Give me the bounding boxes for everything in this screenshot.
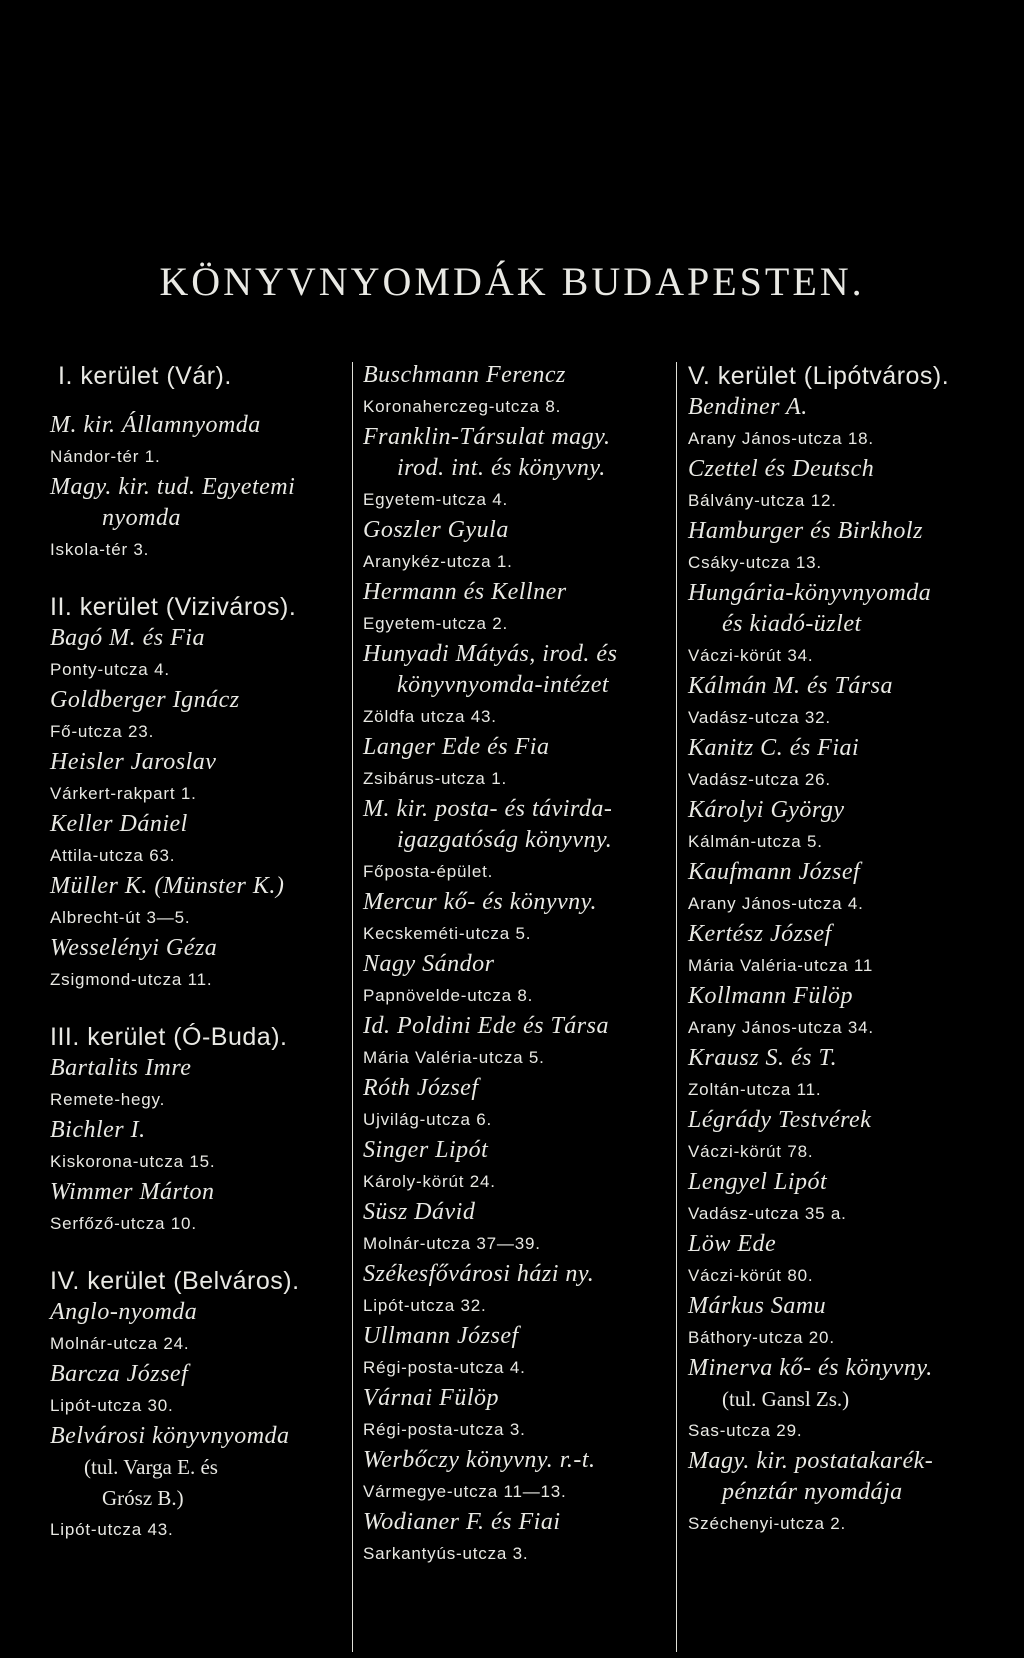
printer-address: Sarkantyús-utcza 3. xyxy=(363,1544,529,1563)
printer-entry xyxy=(363,1259,681,1321)
printer-name: Singer Lipót xyxy=(363,1137,489,1163)
page-title: KÖNYVNYOMDÁK BUDAPESTEN. xyxy=(159,259,865,304)
printer-address: Egyetem-utcza 4. xyxy=(363,490,509,509)
printer-address: Vadász-utcza 35 a. xyxy=(688,1204,847,1223)
printer-address: Vadász-utcza 32. xyxy=(688,708,831,727)
printer-name: Ullmann József xyxy=(363,1323,519,1349)
district-heading-4: IV. kerület (Belváros). xyxy=(50,1267,300,1295)
printer-name: Goldberger Ignácz xyxy=(50,687,240,713)
printer-entry xyxy=(50,747,350,809)
printer-address: Serfőző-utcza 10. xyxy=(50,1214,197,1233)
printer-address: Fő-utcza 23. xyxy=(50,722,155,741)
printer-name: Heisler Jaroslav xyxy=(50,749,217,775)
printer-name: Róth József xyxy=(363,1075,479,1101)
printer-address: Albrecht-út 3—5. xyxy=(50,908,191,927)
printer-address: Lipót-utcza 43. xyxy=(50,1520,174,1539)
printer-name: Márkus Samu xyxy=(688,1293,827,1319)
printer-entry xyxy=(363,1197,681,1259)
printer-entry xyxy=(50,933,350,995)
printer-owner-note-continued: Grósz B.) xyxy=(102,1486,184,1510)
printer-address: Váczi-körút 78. xyxy=(688,1142,814,1161)
printer-name: Belvárosi könyvnyomda xyxy=(50,1423,290,1449)
printer-name: Bagó M. és Fia xyxy=(50,625,205,651)
printer-entry xyxy=(688,392,1008,454)
printer-entry xyxy=(50,1359,350,1421)
district-heading-5: V. kerület (Lipótváros). xyxy=(688,362,950,390)
printer-address: Egyetem-utcza 2. xyxy=(363,614,509,633)
printer-address: Molnár-utcza 37—39. xyxy=(363,1234,541,1253)
printer-entry xyxy=(363,1135,681,1197)
printer-entry xyxy=(688,1353,1008,1446)
printer-name: Müller K. (Münster K.) xyxy=(50,873,285,899)
printer-entry xyxy=(363,1445,681,1507)
printer-entry xyxy=(688,919,1008,981)
printer-address: Molnár-utcza 24. xyxy=(50,1334,190,1353)
printer-address: Nándor-tér 1. xyxy=(50,447,161,466)
printer-address: Attila-utcza 63. xyxy=(50,846,176,865)
printer-entry xyxy=(50,1177,350,1239)
printer-address: Remete-hegy. xyxy=(50,1090,166,1109)
printer-name: Kollmann Fülöp xyxy=(688,983,854,1009)
printer-entry xyxy=(363,577,681,639)
printer-entry xyxy=(363,422,681,515)
printer-entry xyxy=(50,410,350,472)
printer-name: Langer Ede és Fia xyxy=(363,734,550,760)
printer-name: Kanitz C. és Fiai xyxy=(688,735,860,761)
printer-name: Krausz S. és T. xyxy=(688,1045,838,1071)
printer-name-continued: nyomda xyxy=(102,505,181,531)
printer-entry xyxy=(363,1383,681,1445)
printer-address: Főposta-épület. xyxy=(363,862,494,881)
printer-name-continued: pénztár nyomdája xyxy=(722,1479,903,1505)
column-middle xyxy=(363,360,681,1569)
printer-name: Barcza József xyxy=(50,1361,189,1387)
printer-address: Ponty-utcza 4. xyxy=(50,660,170,679)
printer-address: Váczi-körút 80. xyxy=(688,1266,814,1285)
printer-address: Kecskeméti-utcza 5. xyxy=(363,924,532,943)
printer-address: Báthory-utcza 20. xyxy=(688,1328,835,1347)
printer-entry xyxy=(688,454,1008,516)
printer-entry xyxy=(50,472,350,565)
printer-entry xyxy=(50,1115,350,1177)
printer-entry xyxy=(688,671,1008,733)
printer-name: Bendiner A. xyxy=(688,394,808,420)
printer-entry xyxy=(50,1421,350,1545)
printer-name-continued: igazgatóság könyvny. xyxy=(397,827,613,853)
printer-address: Papnövelde-utcza 8. xyxy=(363,986,534,1005)
printer-address: Aranykéz-utcza 1. xyxy=(363,552,513,571)
printer-name: Nagy Sándor xyxy=(363,951,495,977)
printer-address: Zöldfa utcza 43. xyxy=(363,707,497,726)
printer-address: Lipót-utcza 32. xyxy=(363,1296,487,1315)
printer-entry xyxy=(50,623,350,685)
printer-entry xyxy=(363,515,681,577)
printer-entry xyxy=(50,1053,350,1115)
printer-address: Zsibárus-utcza 1. xyxy=(363,769,507,788)
printer-entry xyxy=(688,981,1008,1043)
printer-name: Magy. kir. postatakarék- xyxy=(688,1448,934,1474)
printer-name: Buschmann Ferencz xyxy=(363,362,566,388)
printer-entry xyxy=(50,685,350,747)
printer-entry xyxy=(688,795,1008,857)
printer-address: Károly-körút 24. xyxy=(363,1172,496,1191)
printer-entry xyxy=(50,809,350,871)
printer-entry xyxy=(363,794,681,887)
printer-entry xyxy=(688,1229,1008,1291)
printer-name: Wesselényi Géza xyxy=(50,935,218,961)
printer-name: Hermann és Kellner xyxy=(363,579,567,605)
printer-address: Mária Valéria-utcza 5. xyxy=(363,1048,545,1067)
printer-address: Sas-utcza 29. xyxy=(688,1421,803,1440)
printer-address: Arany János-utcza 4. xyxy=(688,894,864,913)
printer-entry xyxy=(50,1297,350,1359)
printer-address: Lipót-utcza 30. xyxy=(50,1396,174,1415)
printer-name: M. kir. Államnyomda xyxy=(50,412,261,438)
printer-name: Anglo-nyomda xyxy=(50,1299,198,1325)
printer-name: Hungária-könyvnyomda xyxy=(688,580,932,606)
printer-entry xyxy=(688,733,1008,795)
printer-address: Széchenyi-utcza 2. xyxy=(688,1514,847,1533)
printer-name: Mercur kő- és könyvny. xyxy=(363,889,598,915)
printer-name: Kertész József xyxy=(688,921,832,947)
printer-name: Bichler I. xyxy=(50,1117,146,1143)
column-left xyxy=(50,360,350,1545)
printer-entry xyxy=(363,1073,681,1135)
printer-owner-note: (tul. Gansl Zs.) xyxy=(722,1387,850,1411)
printer-entry xyxy=(363,1321,681,1383)
printer-name: Kaufmann József xyxy=(688,859,861,885)
printer-address: Bálvány-utcza 12. xyxy=(688,491,837,510)
printer-name: Várnai Fülöp xyxy=(363,1385,499,1411)
printer-entry xyxy=(688,578,1008,671)
printer-address: Mária Valéria-utcza 11 xyxy=(688,956,874,975)
printer-name: Franklin-Társulat magy. xyxy=(363,424,611,450)
printer-entry xyxy=(50,871,350,933)
district-heading-3: III. kerület (Ó-Buda). xyxy=(50,1023,288,1051)
printer-name: Károlyi György xyxy=(688,797,845,823)
printer-entry xyxy=(363,887,681,949)
printer-name: Székesfővárosi házi ny. xyxy=(363,1261,595,1287)
printer-name: Wodianer F. és Fiai xyxy=(363,1509,561,1535)
printer-name: Kálmán M. és Társa xyxy=(688,673,894,699)
printer-entry xyxy=(363,1507,681,1569)
printer-entry xyxy=(688,516,1008,578)
printer-entry xyxy=(688,1291,1008,1353)
printer-address: Csáky-utcza 13. xyxy=(688,553,822,572)
printer-name: Id. Poldini Ede és Társa xyxy=(363,1013,609,1039)
printer-address: Kálmán-utcza 5. xyxy=(688,832,823,851)
printer-name-continued: könyvnyomda-intézet xyxy=(397,672,610,698)
district-heading-2: II. kerület (Viziváros). xyxy=(50,593,297,621)
printer-name-continued: irod. int. és könyvny. xyxy=(397,455,606,481)
printer-name: Löw Ede xyxy=(688,1231,777,1257)
district-heading-1: I. kerület (Vár). xyxy=(58,362,232,390)
printer-address: Vadász-utcza 26. xyxy=(688,770,831,789)
printer-address: Arany János-utcza 34. xyxy=(688,1018,874,1037)
printer-name: Légrády Testvérek xyxy=(688,1107,872,1133)
printer-name-continued: és kiadó-üzlet xyxy=(722,611,862,637)
printer-address: Várkert-rakpart 1. xyxy=(50,784,197,803)
printer-address: Arany János-utcza 18. xyxy=(688,429,874,448)
printer-address: Vármegye-utcza 11—13. xyxy=(363,1482,567,1501)
printer-address: Zoltán-utcza 11. xyxy=(688,1080,822,1099)
printer-name: Bartalits Imre xyxy=(50,1055,192,1081)
printer-entry xyxy=(688,1446,1008,1539)
printer-name: Goszler Gyula xyxy=(363,517,509,543)
printer-name: Keller Dániel xyxy=(50,811,188,837)
column-right xyxy=(688,360,1008,1539)
printer-address: Koronaherczeg-utcza 8. xyxy=(363,397,562,416)
printer-name: Werbőczy könyvny. r.-t. xyxy=(363,1447,596,1473)
printer-name: Hunyadi Mátyás, irod. és xyxy=(363,641,618,667)
printer-address: Kiskorona-utcza 15. xyxy=(50,1152,216,1171)
printer-entry xyxy=(688,857,1008,919)
printer-address: Ujvilág-utcza 6. xyxy=(363,1110,493,1129)
printer-owner-note: (tul. Varga E. és xyxy=(84,1455,218,1479)
printer-name: Wimmer Márton xyxy=(50,1179,215,1205)
printer-entry xyxy=(688,1167,1008,1229)
printer-address: Régi-posta-utcza 4. xyxy=(363,1358,526,1377)
printer-entry xyxy=(688,1043,1008,1105)
column-divider-left xyxy=(352,362,353,1652)
printer-entry xyxy=(363,1011,681,1073)
printer-address: Váczi-körút 34. xyxy=(688,646,814,665)
printer-name: Czettel és Deutsch xyxy=(688,456,875,482)
printer-address: Zsigmond-utcza 11. xyxy=(50,970,213,989)
printer-address: Régi-posta-utcza 3. xyxy=(363,1420,526,1439)
printer-entry xyxy=(688,1105,1008,1167)
printer-name: Magy. kir. tud. Egyetemi xyxy=(50,474,296,500)
printer-name: Hamburger és Birkholz xyxy=(688,518,923,544)
printer-address: Iskola-tér 3. xyxy=(50,540,150,559)
printer-name: Süsz Dávid xyxy=(363,1199,476,1225)
printer-entry xyxy=(363,732,681,794)
printer-name: Minerva kő- és könyvny. xyxy=(688,1355,933,1381)
printer-entry xyxy=(363,949,681,1011)
printer-entry xyxy=(363,360,681,422)
printer-entry xyxy=(363,639,681,732)
printer-name: M. kir. posta- és távirda- xyxy=(363,796,613,822)
printer-name: Lengyel Lipót xyxy=(688,1169,828,1195)
